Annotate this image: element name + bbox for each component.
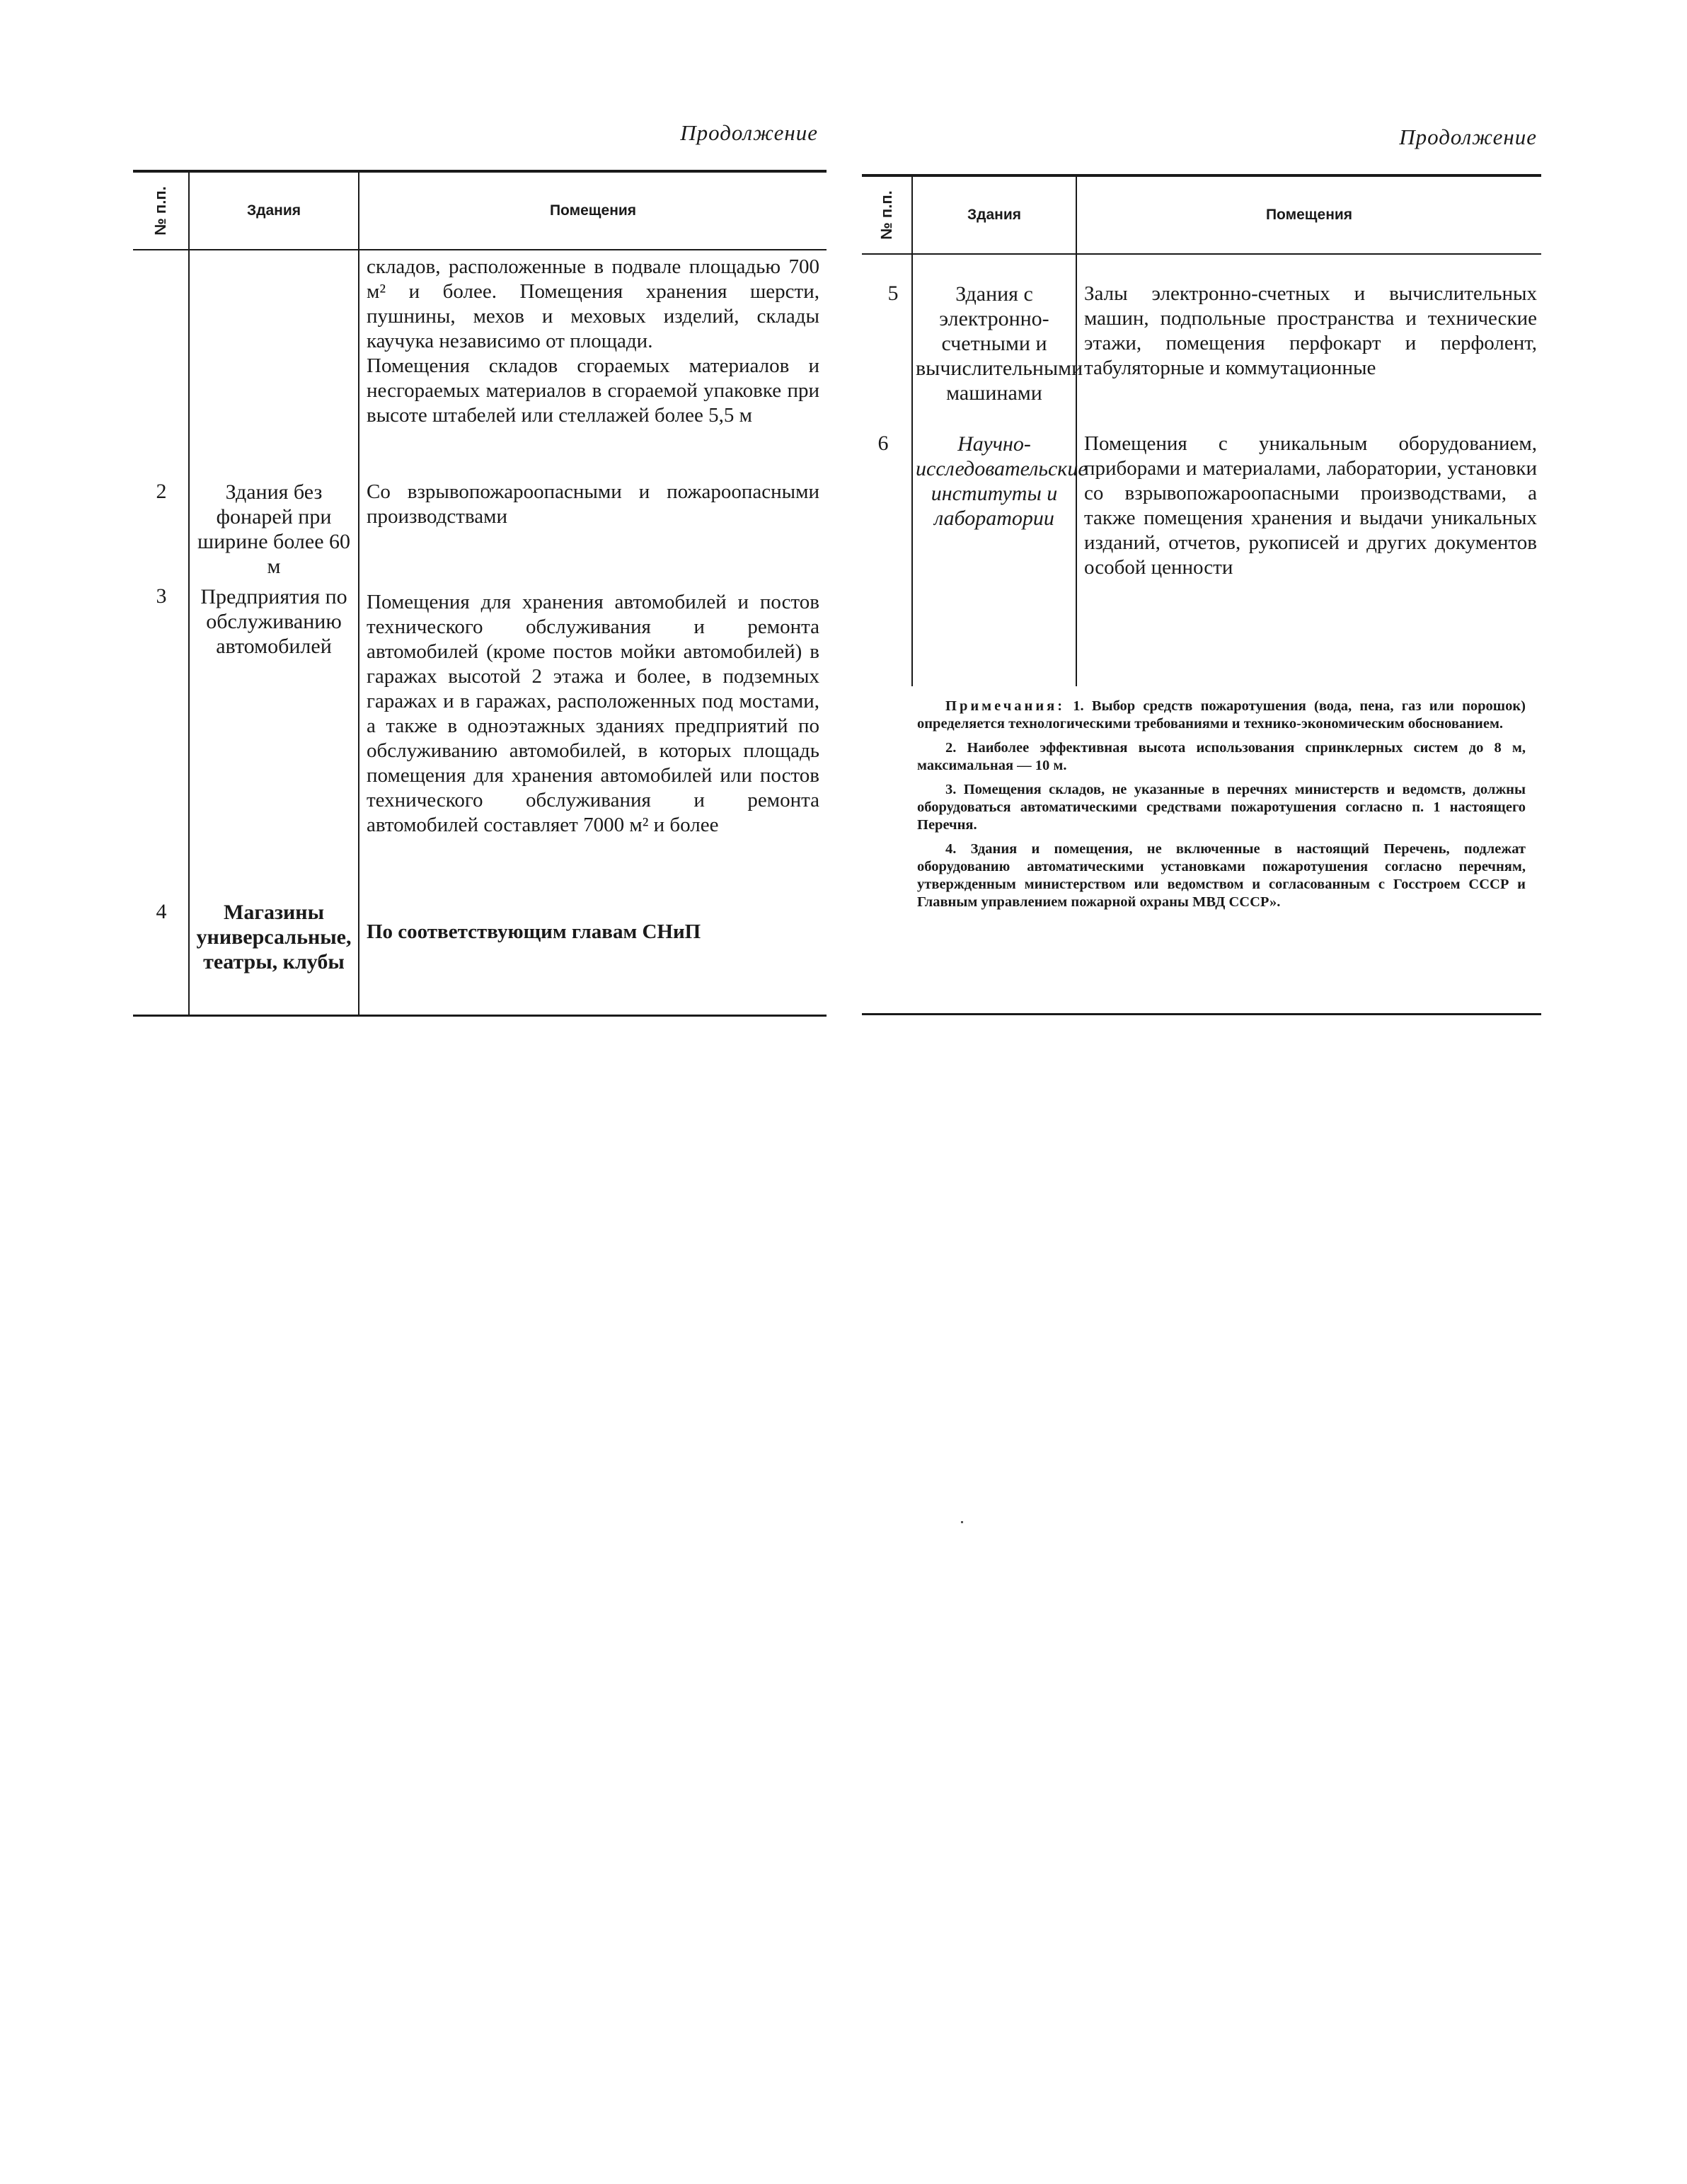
row-building: Предприятия по обслуживанию автомобилей bbox=[200, 585, 347, 658]
left-page bbox=[133, 120, 827, 1017]
row-building: Здания без фонарей при ширине более 60 м bbox=[197, 480, 351, 578]
row-premises: Помещения с уникальным оборудованием, приборами и материалами, лаборатории, установки со взрывопожароопасными производствами, а также помещения хранения и выдачи уникальных изданий, отчетов, рукописей и других документов особой ценности bbox=[1084, 432, 1537, 579]
header-premises: Помещения bbox=[549, 202, 637, 219]
left-table bbox=[133, 170, 827, 1017]
note-item: 1. Выбор средств пожаротушения (вода, пена, газ или порошок) определяется технологическими требованиями и технико-экономическим обоснованием. bbox=[917, 698, 1526, 732]
right-table-header bbox=[862, 177, 1541, 255]
notes-title: Примечания: bbox=[945, 698, 1066, 714]
table-row: складов, расположенные в подвале площадью 700 м² и более. Помещения хранения шерсти, пушнины, мехов и меховых изделий, склады каучука независимо от площади. Помещения складов сгораемых материалов и несгораемых материалов в сгораемой упаковке при высоте штабелей или стеллажей более 5,5 м bbox=[367, 255, 819, 427]
row-building: Магазины универсальные, театры, клубы bbox=[196, 901, 352, 973]
note-item: 2. Наиболее эффективная высота использования спринклерных систем до 8 м, максимальная — 10 м. bbox=[917, 740, 1526, 773]
notes bbox=[917, 698, 1526, 918]
header-num: № п.п. bbox=[133, 173, 190, 249]
row-building: Научно-исследовательские институты и лаборатории bbox=[916, 432, 1088, 530]
left-table-body bbox=[133, 250, 827, 1015]
row-number: 5 bbox=[887, 282, 899, 305]
right-page bbox=[862, 120, 1541, 910]
continued-label-right: Продолжение bbox=[1399, 125, 1537, 149]
right-table bbox=[862, 174, 1541, 686]
notes-rule bbox=[862, 1013, 1541, 1015]
row-number: 3 bbox=[156, 584, 167, 608]
header-premises: Помещения bbox=[1265, 207, 1353, 223]
header-buildings: Здания bbox=[190, 173, 359, 249]
row-premises: Залы электронно-счетных и вычислительных машин, подпольные пространства и технические этажи, помещения перфокарт и перфолент, табуляторные и коммутационные bbox=[1084, 282, 1537, 379]
row-premises: По соответствующим главам СНиП bbox=[367, 920, 701, 943]
note-item: 3. Помещения складов, не указанные в перечнях министерств и ведомств, должны оборудоваться автоматическими средствами пожаротушения согласно п. 1 настоящего Перечня. bbox=[917, 782, 1526, 833]
header-buildings: Здания bbox=[913, 177, 1077, 253]
row-premises: Со взрывопожароопасными и пожароопасными производствами bbox=[367, 480, 819, 528]
right-table-body bbox=[862, 255, 1541, 686]
row-building: Здания с электронно-счетными и вычислительными машинами bbox=[916, 282, 1083, 405]
row-number: 4 bbox=[156, 900, 167, 923]
row-number: 2 bbox=[156, 480, 167, 503]
continued-label-left: Продолжение bbox=[680, 120, 818, 145]
speck bbox=[961, 1521, 963, 1523]
row-number: 6 bbox=[877, 432, 889, 455]
left-table-header bbox=[133, 173, 827, 250]
row-premises: Помещения для хранения автомобилей и постов технического обслуживания и ремонта автомобилей (кроме постов мойки автомобилей) в гаражах высотой 2 этажа и более, в подземных гаражах и в гаражах, расположенных под мостами, а также в одноэтажных зданиях предприятий по обслуживанию автомобилей, в которых площадь помещения для хранения автомобилей или постов технического обслуживания и ремонта автомобилей составляет 7000 м² и более bbox=[367, 591, 819, 836]
note-item: 4. Здания и помещения, не включенные в настоящий Перечень, подлежат оборудованию автоматическими установками пожаротушения согласно перечням, утвержденным министерством или ведомством и согласованным с Госстроем СССР и Главным управлением пожарной охраны МВД СССР». bbox=[917, 841, 1526, 910]
header-num: № п.п. bbox=[862, 177, 913, 253]
